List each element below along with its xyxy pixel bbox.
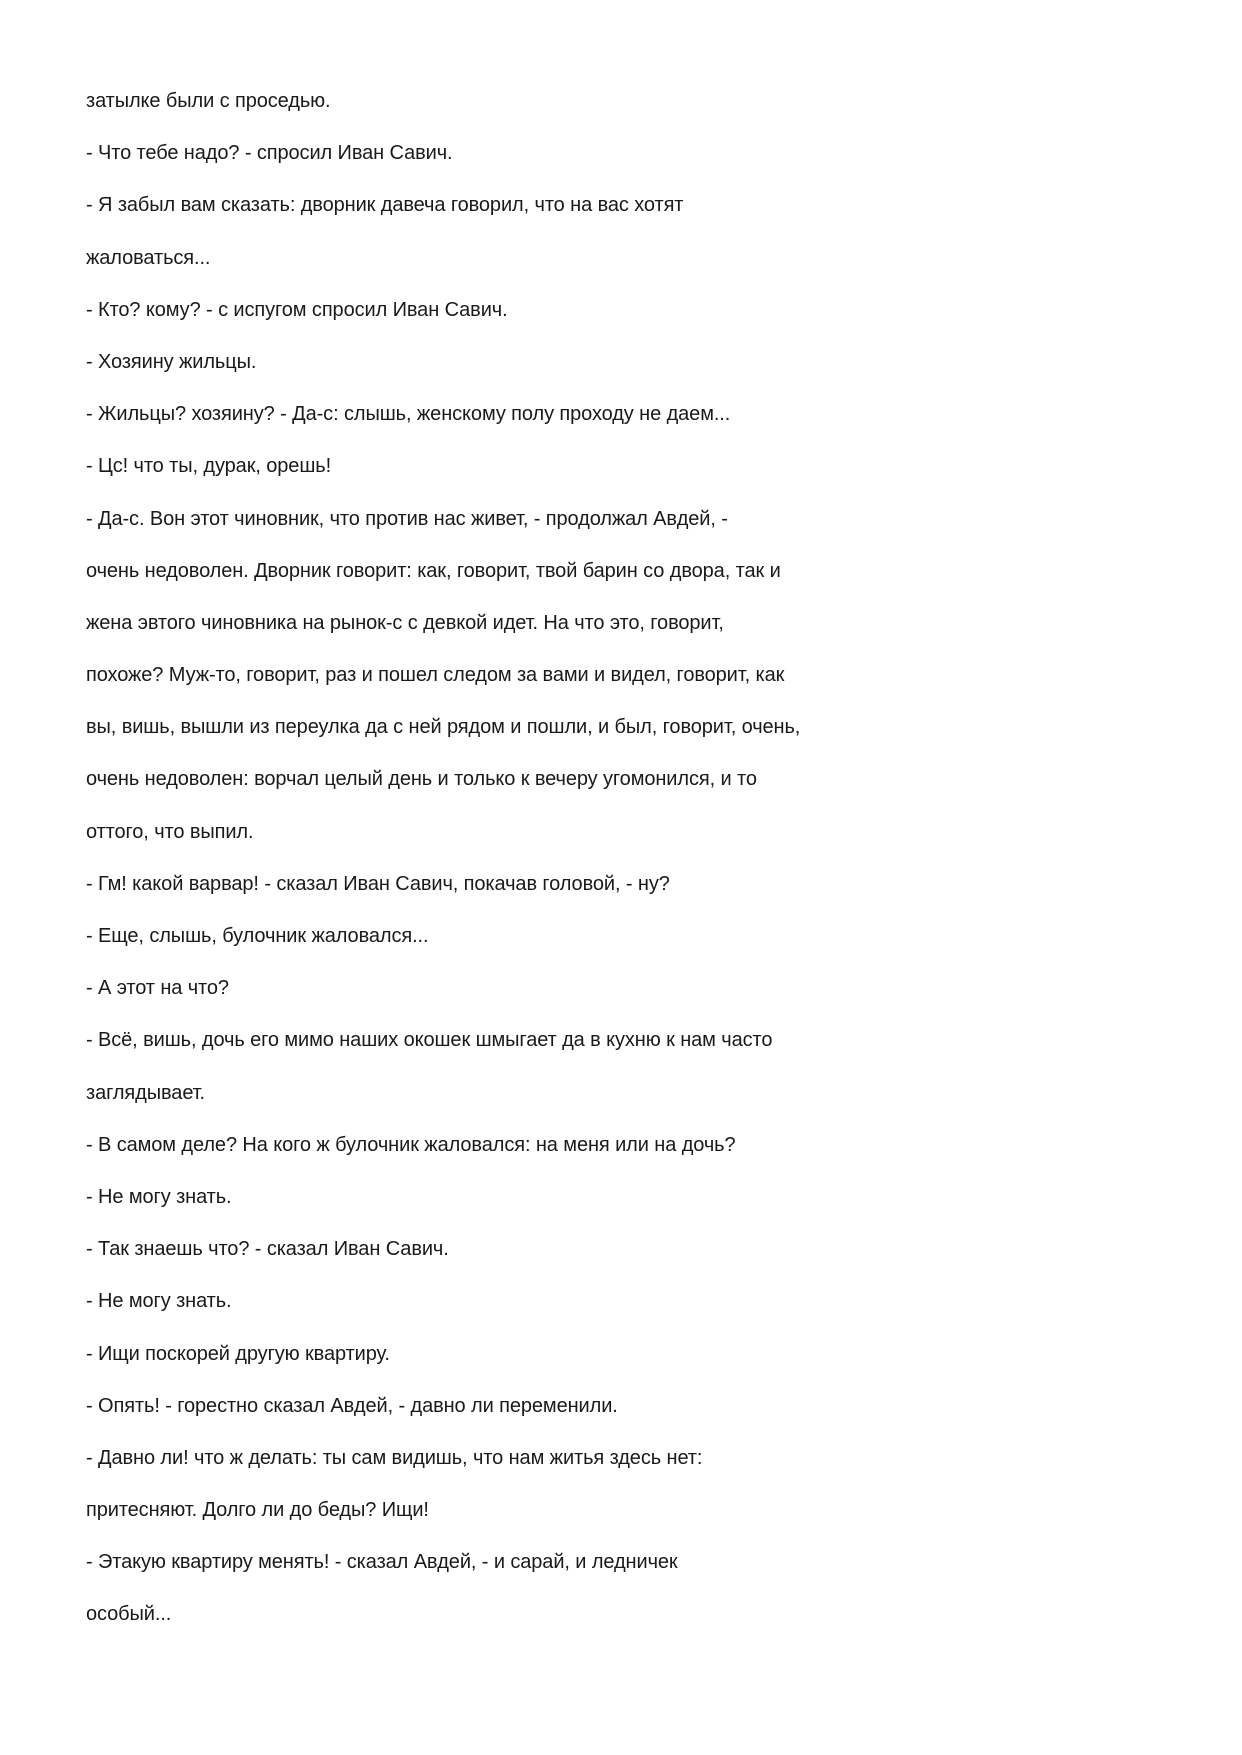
text-line: - Да-с. Вон этот чиновник, что против нас живет, - продолжал Авдей, - [86,507,728,530]
text-line: очень недоволен. Дворник говорит: как, говорит, твой барин со двора, так и [86,559,781,582]
text-line: похоже? Муж-то, говорит, раз и пошел следом за вами и видел, говорит, как [86,664,785,687]
text-line: особый... [86,1603,172,1626]
text-line: - Давно ли! что ж делать: ты сам видишь, что нам житья здесь нет: [86,1446,703,1469]
text-line: - Жильцы? хозяину? - Да-с: слышь, женскому полу проходу не даем... [86,403,731,426]
text-line: вы, вишь, вышли из переулка да с ней рядом и пошли, и был, говорит, очень, [86,716,801,739]
text-line: - Хозяину жильцы. [86,350,257,373]
text-line: заглядывает. [86,1081,205,1104]
text-line: жена эвтого чиновника на рынок-с с девкой идет. На что это, говорит, [86,611,724,634]
text-line: - Еще, слышь, булочник жаловался... [86,925,429,947]
text-line: - Ищи поскорей другую квартиру. [86,1342,390,1365]
text-line: - Гм! какой варвар! - сказал Иван Савич, покачав головой, - ну? [86,872,670,895]
text-line: жаловаться... [86,246,211,269]
text-line: - Не могу знать. [86,1185,232,1208]
text-line: - А этот на что? [86,977,229,1000]
text-line: притесняют. Долго ли до беды? Ищи! [86,1499,429,1522]
text-line: - Кто? кому? - с испугом спросил Иван Савич. [86,298,508,321]
text-line: - Этакую квартиру менять! - сказал Авдей, - и сарай, и ледничек [86,1551,678,1574]
text-line: - В самом деле? На кого ж булочник жаловался: на меня или на дочь? [86,1133,736,1156]
text-line: - Так знаешь что? - сказал Иван Савич. [86,1238,449,1261]
text-line: - Цс! что ты, дурак, орешь! [86,455,332,478]
text-line: - Всё, вишь, дочь его мимо наших окошек шмыгает да в кухню к нам часто [86,1029,773,1052]
text-line: - Не могу знать. [86,1290,232,1313]
text-body [86,83,1166,1649]
text-line: очень недоволен: ворчал целый день и только к вечеру угомонился, и то [86,768,757,791]
text-line: - Я забыл вам сказать: дворник давеча говорил, что на вас хотят [86,194,684,217]
text-line: - Что тебе надо? - спросил Иван Савич. [86,142,453,165]
text-line: оттого, что выпил. [86,820,254,843]
text-line: затылке были с проседью. [86,90,331,112]
text-line: - Опять! - горестно сказал Авдей, - давно ли переменили. [86,1394,618,1417]
